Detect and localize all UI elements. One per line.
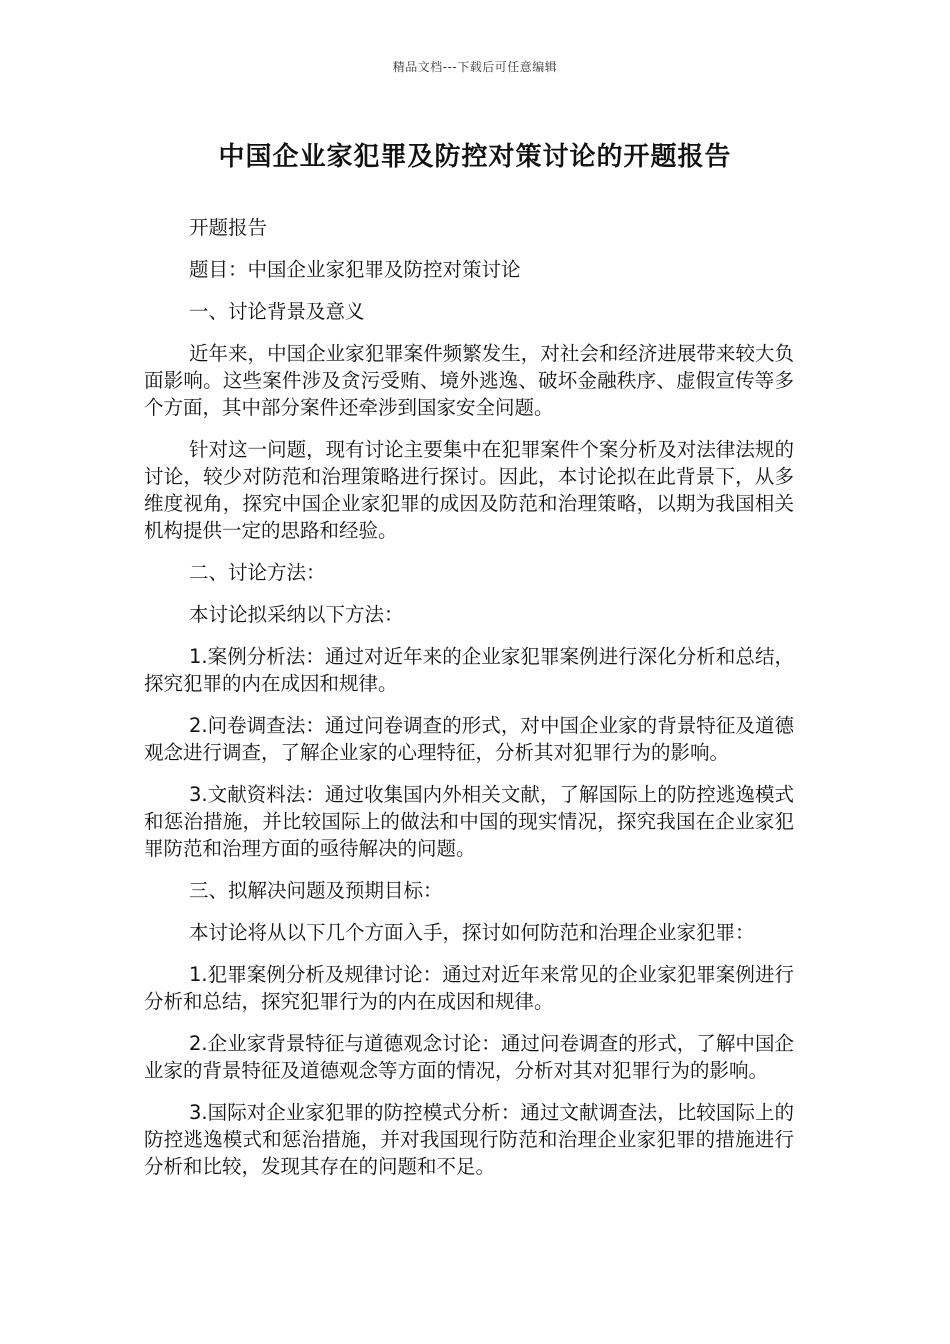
section-heading-goals: 三、拟解决问题及预期目标：	[189, 879, 443, 902]
paragraph: 本讨论拟采纳以下方法：	[189, 603, 404, 626]
section-heading-background: 一、讨论背景及意义	[189, 300, 365, 323]
paragraph: 本讨论将从以下几个方面入手，探讨如何防范和治理企业家犯罪：	[189, 921, 755, 944]
list-item: 1.案例分析法：通过对近年来的企业家犯罪案例进行深化分析和总结，探究犯罪的内在成因和规律。	[144, 645, 794, 695]
list-item: 3.国际对企业家犯罪的防控模式分析：通过文献调查法，比较国际上的防控逃逸模式和惩治措施，并对我国现行防范和治理企业家犯罪的措施进行分析和比较，发现其存在的问题和不足。	[144, 1101, 794, 1178]
document-body	[144, 214, 794, 1195]
paragraph-topic: 题目：中国企业家犯罪及防控对策讨论	[189, 258, 521, 281]
paragraph: 近年来，中国企业家犯罪案件频繁发生，对社会和经济进展带来较大负面影响。这些案件涉及贪污受贿、境外逃逸、破坏金融秩序、虚假宣传等多个方面，其中部分案件还牵涉到国家安全问题。	[144, 342, 794, 419]
section-heading-methods: 二、讨论方法：	[189, 561, 326, 584]
list-item: 2.企业家背景特征与道德观念讨论：通过问卷调查的形式，了解中国企业家的背景特征及道德观念等方面的情况，分析对其对犯罪行为的影响。	[144, 1032, 794, 1082]
paragraph: 针对这一问题，现有讨论主要集中在犯罪案件个案分析及对法律法规的讨论，较少对防范和治理策略进行探讨。因此，本讨论拟在此背景下，从多维度视角，探究中国企业家犯罪的成因及防范和治理策略，以期为我国相关机构提供一定的思路和经验。	[144, 438, 794, 542]
list-item: 3.文献资料法：通过收集国内外相关文献，了解国际上的防控逃逸模式和惩治措施，并比较国际上的做法和中国的现实情况，探究我国在企业家犯罪防范和治理方面的亟待解决的问题。	[144, 783, 794, 860]
list-item: 1.犯罪案例分析及规律讨论：通过对近年来常见的企业家犯罪案例进行分析和总结，探究犯罪行为的内在成因和规律。	[144, 963, 794, 1013]
header-note: 精品文档---下载后可任意编辑	[392, 60, 558, 74]
paragraph-report-label: 开题报告	[189, 216, 268, 239]
document-title: 中国企业家犯罪及防控对策讨论的开题报告	[218, 142, 732, 172]
list-item: 2.问卷调查法：通过问卷调查的形式，对中国企业家的背景特征及道德观念进行调查，了解企业家的心理特征，分析其对犯罪行为的影响。	[144, 714, 794, 764]
